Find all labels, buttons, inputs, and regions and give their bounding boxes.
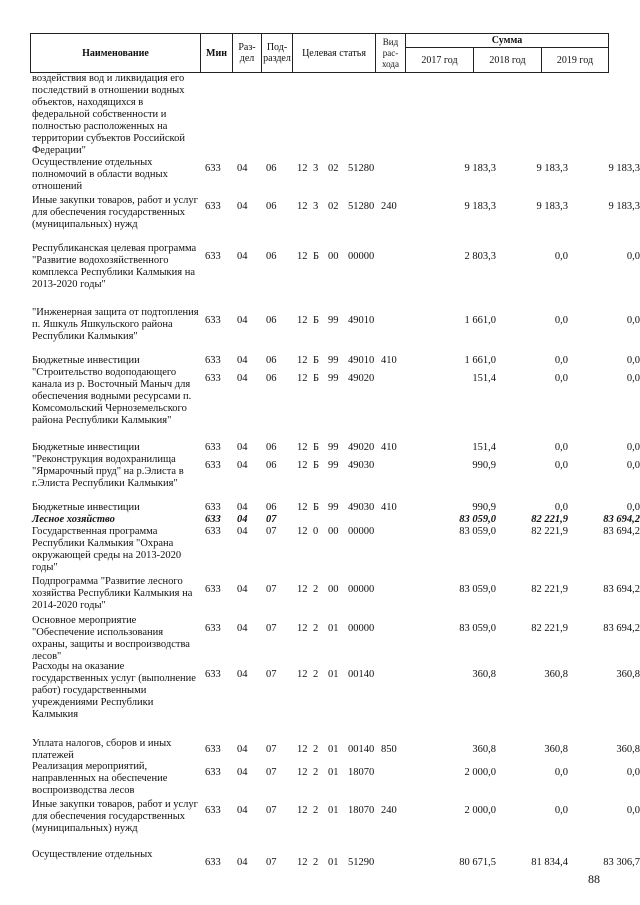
cell-b: 2 <box>313 623 319 634</box>
cell-pr: 07 <box>266 623 277 634</box>
cell-y3: 0,0 <box>626 767 640 778</box>
page-number: 88 <box>588 872 600 886</box>
cell-y2: 0,0 <box>554 442 568 453</box>
cell-a: 12 <box>297 669 308 680</box>
cell-d: 49010 <box>348 355 375 366</box>
cell-pr: 06 <box>266 502 277 513</box>
table-header <box>30 33 609 73</box>
cell-b: Б <box>313 373 320 384</box>
cell-c: 99 <box>328 373 339 384</box>
cell-min: 633 <box>205 355 221 366</box>
cell-d: 18070 <box>348 805 375 816</box>
cell-y3: 0,0 <box>626 355 640 366</box>
cell-y3: 83 694,2 <box>603 584 640 595</box>
row-name: Государственная программа Республики Калмыкия "Охрана окружающей среды на 2013-2020 годы" <box>32 526 182 573</box>
header-podrazdel: Под- раздел <box>262 34 293 73</box>
cell-min: 633 <box>205 373 221 384</box>
cell-pr: 06 <box>266 355 277 366</box>
cell-a: 12 <box>297 251 308 262</box>
cell-y1: 2 803,3 <box>464 251 496 262</box>
cell-pr: 07 <box>266 857 277 868</box>
cell-pr: 07 <box>266 584 277 595</box>
cell-y1: 2 000,0 <box>464 767 496 778</box>
cell-min: 633 <box>205 460 221 471</box>
cell-y1: 83 059,0 <box>459 584 496 595</box>
cell-a: 12 <box>297 744 308 755</box>
cell-y2: 82 221,9 <box>531 514 568 525</box>
row-name: Подпрограмма "Развитие лесного хозяйства Республики Калмыкия на 2014-2020 годы" <box>32 576 193 611</box>
cell-y2: 0,0 <box>554 805 568 816</box>
cell-a: 12 <box>297 502 308 513</box>
cell-y1: 1 661,0 <box>464 355 496 366</box>
header-razdel: Раз- дел <box>233 34 262 73</box>
cell-rz: 04 <box>237 584 248 595</box>
cell-b: Б <box>313 502 320 513</box>
cell-y3: 0,0 <box>626 442 640 453</box>
cell-c: 02 <box>328 201 339 212</box>
row-name: Бюджетные инвестиции <box>32 355 140 366</box>
cell-c: 99 <box>328 460 339 471</box>
cell-a: 12 <box>297 355 308 366</box>
cell-min: 633 <box>205 526 221 537</box>
cell-min: 633 <box>205 315 221 326</box>
cell-min: 633 <box>205 201 221 212</box>
cell-y2: 81 834,4 <box>531 857 568 868</box>
cell-vr: 850 <box>381 744 397 755</box>
cell-rz: 04 <box>237 442 248 453</box>
cell-y2: 0,0 <box>554 355 568 366</box>
cell-b: 2 <box>313 584 319 595</box>
cell-y1: 360,8 <box>472 744 496 755</box>
header-name: Наименование <box>31 34 201 73</box>
cell-pr: 07 <box>266 805 277 816</box>
cell-b: Б <box>313 251 320 262</box>
cell-y1: 151,4 <box>472 373 496 384</box>
cell-pr: 07 <box>266 744 277 755</box>
cell-vr: 410 <box>381 355 397 366</box>
header-min: Мин <box>201 34 233 73</box>
cell-d: 00000 <box>348 584 375 595</box>
cell-c: 99 <box>328 315 339 326</box>
header-summa: Сумма <box>406 34 609 48</box>
cell-y2: 82 221,9 <box>531 623 568 634</box>
row-name: Иные закупки товаров, работ и услуг для обеспечения государственных (муниципальных) нужд <box>32 195 198 230</box>
cell-y1: 151,4 <box>472 442 496 453</box>
cell-y1: 2 000,0 <box>464 805 496 816</box>
cell-rz: 04 <box>237 857 248 868</box>
cell-a: 12 <box>297 201 308 212</box>
header-2018: 2018 год <box>474 48 542 73</box>
cell-d: 49020 <box>348 373 375 384</box>
cell-c: 01 <box>328 805 339 816</box>
cell-b: 0 <box>313 526 319 537</box>
cell-y2: 360,8 <box>544 669 568 680</box>
cell-a: 12 <box>297 857 308 868</box>
cell-d: 49030 <box>348 502 375 513</box>
cell-rz: 04 <box>237 355 248 366</box>
cell-y3: 0,0 <box>626 373 640 384</box>
cell-d: 00000 <box>348 526 375 537</box>
header-2019: 2019 год <box>542 48 609 73</box>
cell-c: 00 <box>328 526 339 537</box>
cell-b: 2 <box>313 857 319 868</box>
cell-y3: 9 183,3 <box>608 163 640 174</box>
cell-y2: 0,0 <box>554 502 568 513</box>
cell-min: 633 <box>205 251 221 262</box>
cell-y2: 82 221,9 <box>531 526 568 537</box>
cell-y1: 990,9 <box>472 460 496 471</box>
cell-rz: 04 <box>237 251 248 262</box>
cell-d: 18070 <box>348 767 375 778</box>
cell-min: 633 <box>205 623 221 634</box>
cell-y3: 0,0 <box>626 251 640 262</box>
cell-pr: 07 <box>266 669 277 680</box>
cell-y2: 0,0 <box>554 460 568 471</box>
cell-rz: 04 <box>237 623 248 634</box>
row-name: "Реконструкция водохранилища "Ярмарочный пруд" на р.Элиста в г.Элиста Республики Калмыкия" <box>32 454 184 489</box>
cell-a: 12 <box>297 373 308 384</box>
cell-min: 633 <box>205 584 221 595</box>
cell-min: 633 <box>205 669 221 680</box>
row-name: "Строительство водоподающего канала из р. Восточный Маныч для обеспечения водными ресурсами п. Комсомольский Черноземельского района Республики Калмыкия" <box>32 367 192 426</box>
cell-pr: 07 <box>266 526 277 537</box>
cell-y2: 0,0 <box>554 767 568 778</box>
cell-b: 2 <box>313 744 319 755</box>
cell-b: Б <box>313 315 320 326</box>
cell-min: 633 <box>205 767 221 778</box>
row-name: Республиканская целевая программа "Развитие водохозяйственного комплекса Республики Калмыкия на 2013-2020 годы" <box>32 243 197 290</box>
cell-c: 99 <box>328 502 339 513</box>
header-celevaya: Целевая статья <box>293 34 376 73</box>
cell-b: Б <box>313 442 320 453</box>
row-name: Уплата налогов, сборов и иных платежей <box>32 738 172 761</box>
cell-min: 633 <box>205 805 221 816</box>
cell-c: 00 <box>328 584 339 595</box>
cell-a: 12 <box>297 584 308 595</box>
cell-a: 12 <box>297 163 308 174</box>
cell-y2: 0,0 <box>554 315 568 326</box>
cell-c: 99 <box>328 442 339 453</box>
cell-d: 51290 <box>348 857 375 868</box>
cell-a: 12 <box>297 526 308 537</box>
cell-c: 01 <box>328 857 339 868</box>
cell-pr: 06 <box>266 315 277 326</box>
cell-y2: 82 221,9 <box>531 584 568 595</box>
header-vid: Вид рас- хода <box>376 34 406 73</box>
row-name: Иные закупки товаров, работ и услуг для обеспечения государственных (муниципальных) нужд <box>32 799 198 834</box>
cell-b: 2 <box>313 669 319 680</box>
cell-c: 01 <box>328 623 339 634</box>
cell-pr: 06 <box>266 460 277 471</box>
row-name: Основное мероприятие "Обеспечение использования охраны, защиты и воспроизводства лесов" <box>32 615 190 662</box>
cell-pr: 07 <box>266 767 277 778</box>
cell-pr: 06 <box>266 163 277 174</box>
cell-y2: 9 183,3 <box>536 163 568 174</box>
cell-min: 633 <box>205 857 221 868</box>
cell-y1: 9 183,3 <box>464 201 496 212</box>
cell-vr: 410 <box>381 442 397 453</box>
cell-d: 51280 <box>348 201 375 212</box>
cell-vr: 410 <box>381 502 397 513</box>
row-name: воздействия вод и ликвидация его последствий в отношении водных объектов, находящихся в федеральной собственности и полностью расположенных на территории субъектов Российской Федерации" <box>32 73 185 156</box>
cell-d: 49010 <box>348 315 375 326</box>
cell-y2: 0,0 <box>554 373 568 384</box>
cell-d: 51280 <box>348 163 375 174</box>
cell-c: 02 <box>328 163 339 174</box>
cell-pr: 06 <box>266 373 277 384</box>
cell-rz: 04 <box>237 669 248 680</box>
cell-y1: 83 059,0 <box>459 514 496 525</box>
cell-c: 01 <box>328 744 339 755</box>
cell-d: 49020 <box>348 442 375 453</box>
cell-a: 12 <box>297 315 308 326</box>
cell-pr: 06 <box>266 251 277 262</box>
cell-c: 99 <box>328 355 339 366</box>
cell-y3: 360,8 <box>616 744 640 755</box>
cell-vr: 240 <box>381 805 397 816</box>
cell-b: 2 <box>313 767 319 778</box>
cell-min: 633 <box>205 514 221 525</box>
cell-y2: 360,8 <box>544 744 568 755</box>
cell-y3: 0,0 <box>626 805 640 816</box>
cell-y3: 0,0 <box>626 315 640 326</box>
cell-b: Б <box>313 460 320 471</box>
row-name: Осуществление отдельных <box>32 849 153 860</box>
cell-y1: 80 671,5 <box>459 857 496 868</box>
cell-rz: 04 <box>237 502 248 513</box>
row-name: Бюджетные инвестиции <box>32 442 140 453</box>
row-name: "Инженерная защита от подтопления п. Яшкуль Яшкульского района Республики Калмыкия" <box>32 307 199 342</box>
cell-y3: 83 694,2 <box>603 526 640 537</box>
cell-rz: 04 <box>237 514 248 525</box>
cell-pr: 06 <box>266 201 277 212</box>
cell-c: 00 <box>328 251 339 262</box>
cell-pr: 07 <box>266 514 277 525</box>
cell-c: 01 <box>328 669 339 680</box>
cell-y3: 360,8 <box>616 669 640 680</box>
cell-min: 633 <box>205 442 221 453</box>
cell-min: 633 <box>205 502 221 513</box>
row-name: Расходы на оказание государственных услуг (выполнение работ) государственными учреждениями Республики Калмыкия <box>32 661 196 720</box>
cell-y1: 1 661,0 <box>464 315 496 326</box>
cell-min: 633 <box>205 744 221 755</box>
row-name: Реализация мероприятий, направленных на обеспечение воспроизводства лесов <box>32 761 168 796</box>
cell-rz: 04 <box>237 315 248 326</box>
cell-y3: 0,0 <box>626 460 640 471</box>
cell-y2: 0,0 <box>554 251 568 262</box>
cell-y3: 0,0 <box>626 502 640 513</box>
cell-b: 2 <box>313 805 319 816</box>
cell-y3: 83 694,2 <box>603 623 640 634</box>
cell-d: 49030 <box>348 460 375 471</box>
cell-vr: 240 <box>381 201 397 212</box>
cell-rz: 04 <box>237 460 248 471</box>
cell-y1: 360,8 <box>472 669 496 680</box>
cell-rz: 04 <box>237 163 248 174</box>
cell-y3: 9 183,3 <box>608 201 640 212</box>
cell-a: 12 <box>297 805 308 816</box>
cell-pr: 06 <box>266 442 277 453</box>
row-name: Лесное хозяйство <box>32 514 115 525</box>
cell-y1: 9 183,3 <box>464 163 496 174</box>
cell-y2: 9 183,3 <box>536 201 568 212</box>
row-name: Осуществление отдельных полномочий в области водных отношений <box>32 157 168 192</box>
cell-min: 633 <box>205 163 221 174</box>
cell-a: 12 <box>297 767 308 778</box>
cell-y1: 83 059,0 <box>459 526 496 537</box>
cell-rz: 04 <box>237 373 248 384</box>
row-name: Бюджетные инвестиции <box>32 502 140 513</box>
cell-d: 00000 <box>348 251 375 262</box>
cell-rz: 04 <box>237 805 248 816</box>
cell-rz: 04 <box>237 201 248 212</box>
cell-c: 01 <box>328 767 339 778</box>
cell-d: 00140 <box>348 744 375 755</box>
header-2017: 2017 год <box>406 48 474 73</box>
cell-a: 12 <box>297 460 308 471</box>
cell-rz: 04 <box>237 526 248 537</box>
cell-y1: 83 059,0 <box>459 623 496 634</box>
cell-y3: 83 694,2 <box>603 514 640 525</box>
cell-b: Б <box>313 355 320 366</box>
cell-d: 00000 <box>348 623 375 634</box>
cell-a: 12 <box>297 623 308 634</box>
cell-b: 3 <box>313 201 319 212</box>
cell-b: 3 <box>313 163 319 174</box>
cell-rz: 04 <box>237 744 248 755</box>
cell-d: 00140 <box>348 669 375 680</box>
cell-a: 12 <box>297 442 308 453</box>
cell-rz: 04 <box>237 767 248 778</box>
cell-y3: 83 306,7 <box>603 857 640 868</box>
cell-y1: 990,9 <box>472 502 496 513</box>
